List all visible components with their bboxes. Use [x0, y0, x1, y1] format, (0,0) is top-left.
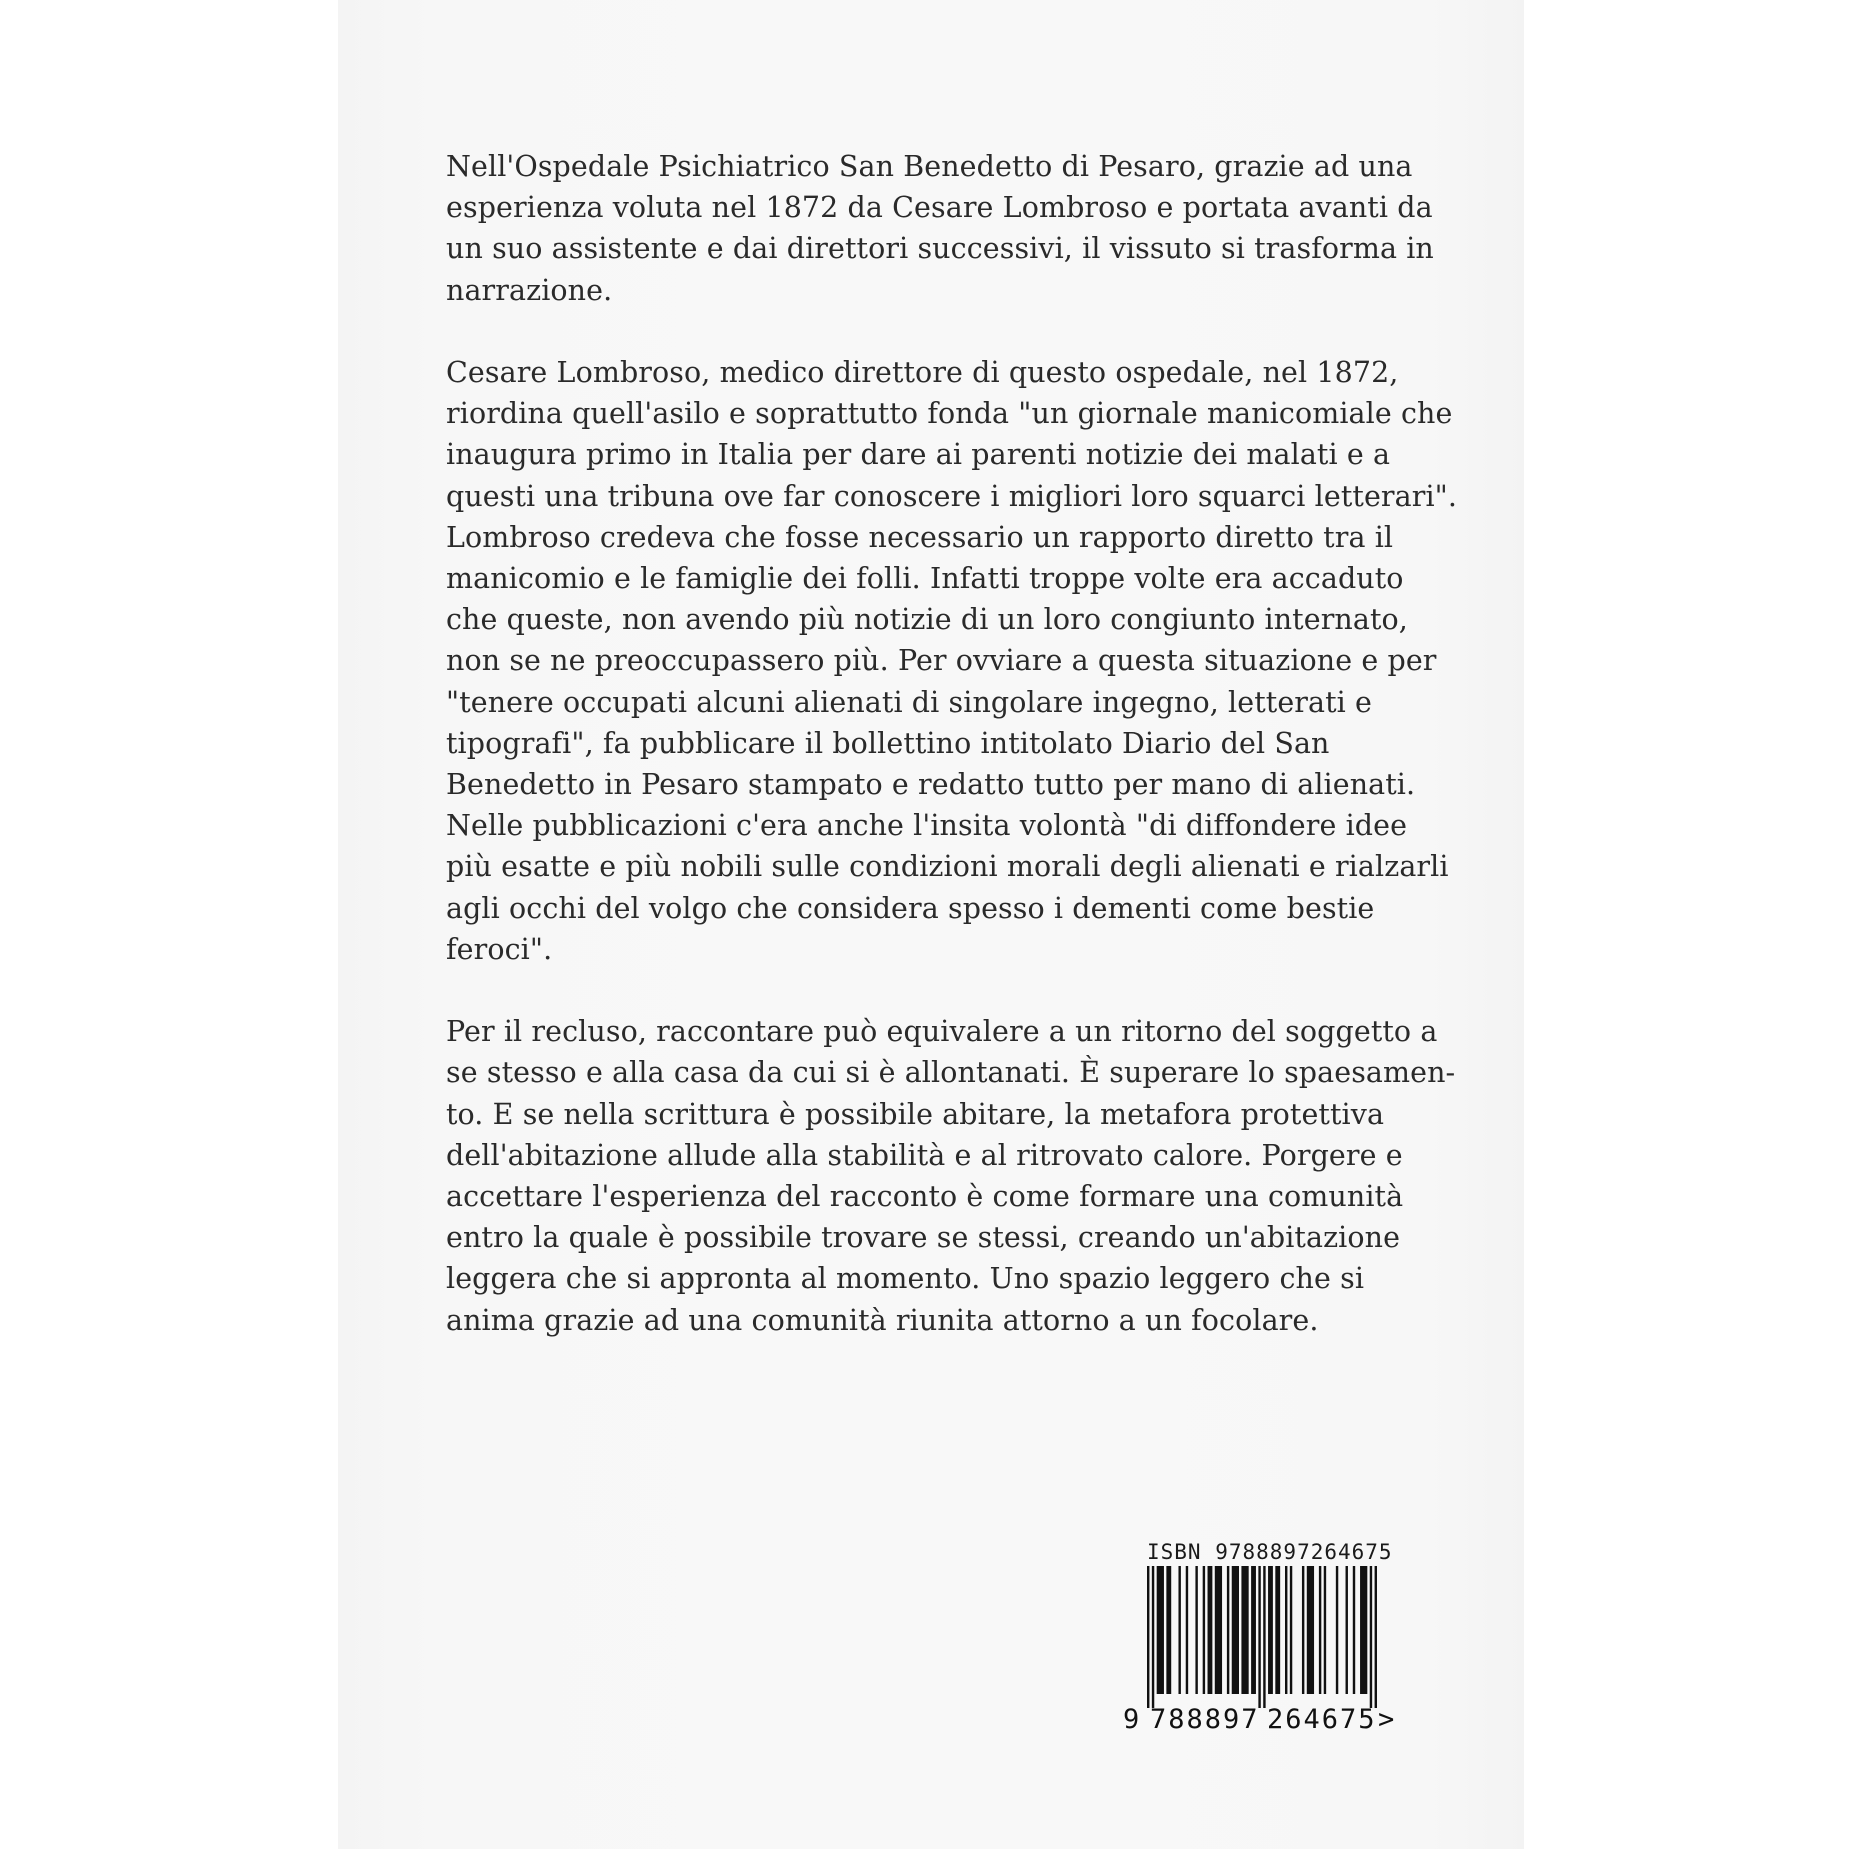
back-cover-text: [446, 146, 1458, 1382]
text-line: anima grazie ad una comunità riunita attorno a un focolare.: [446, 1303, 1319, 1337]
barcode-bar: [1319, 1566, 1321, 1694]
text-line: leggera che si appronta al momento. Uno spazio leggero che si: [446, 1262, 1365, 1296]
text-line: "tenere occupati alcuni alienati di singolare ingegno, letterati e: [446, 685, 1373, 719]
text-line: inaugura primo in Italia per dare ai parenti notizie dei malati e a: [446, 438, 1391, 472]
text-line: feroci".: [446, 932, 553, 966]
barcode-bar: [1336, 1566, 1338, 1694]
barcode-bar: [1302, 1566, 1304, 1694]
barcode-bar: [1166, 1566, 1171, 1694]
barcode-bar: [1263, 1566, 1265, 1708]
barcode-bar: [1232, 1566, 1239, 1694]
text-line: Cesare Lombroso, medico direttore di questo ospedale, nel 1872,: [446, 356, 1399, 389]
text-line: Per il recluso, raccontare può equivalere a un ritorno del soggetto a: [446, 1015, 1438, 1049]
text-line: manicomio e le famiglie dei folli. Infatti troppe volte era accaduto: [446, 562, 1404, 596]
barcode-bar: [1275, 1566, 1280, 1694]
barcode-bar: [1152, 1566, 1154, 1708]
text-line: Nell'Ospedale Psichiatrico San Benedetto di Pesaro, grazie ad una: [446, 150, 1413, 183]
text-line: narrazione.: [446, 273, 613, 307]
barcode-bar: [1307, 1566, 1314, 1694]
text-line: to. E se nella scrittura è possibile abitare, la metafora protettiva: [446, 1097, 1385, 1131]
text-line: esperienza voluta nel 1872 da Cesare Lombroso e portata avanti da: [446, 191, 1433, 225]
text-line: riordina quell'asilo e soprattutto fonda "un giornale manicomiale che: [446, 397, 1453, 431]
text-line: questi una tribuna ove far conoscere i migliori loro squarci letterari".: [446, 479, 1458, 513]
barcode-bar: [1346, 1566, 1348, 1694]
text-line: più esatte e più nobili sulle condizioni morali degli alienati e rialzarli: [446, 850, 1449, 884]
barcode-bar: [1290, 1566, 1292, 1694]
text-line: Lombroso credeva che fosse necessario un rapporto diretto tra il: [446, 520, 1394, 554]
barcode-bar: [1178, 1566, 1180, 1694]
barcode-bar: [1195, 1566, 1197, 1694]
text-line: se stesso e alla casa da cui si è allontanati. È superare lo spaesamen-: [446, 1056, 1456, 1090]
text-line: Benedetto in Pesaro stampato e redatto tutto per mano di alienati.: [446, 768, 1416, 802]
barcode-bar: [1360, 1566, 1367, 1694]
barcode-bar: [1268, 1566, 1273, 1694]
isbn-label: ISBN 9788897264675: [1147, 1540, 1393, 1564]
text-line: agli occhi del volgo che considera spesso i dementi come bestie: [446, 891, 1375, 925]
ean-left-digits: 788897: [1150, 1704, 1260, 1735]
barcode-bar: [1208, 1566, 1213, 1694]
barcode: [1147, 1566, 1377, 1708]
text-line: che queste, non avendo più notizie di un loro congiunto internato,: [446, 603, 1408, 637]
barcode-bar: [1353, 1566, 1355, 1694]
ean-first-digit: 9: [1123, 1704, 1140, 1735]
barcode-bar: [1251, 1566, 1256, 1694]
ean-right-digits: 264675: [1267, 1704, 1377, 1735]
barcode-bar: [1147, 1566, 1149, 1708]
paragraph-1: [446, 146, 1434, 311]
barcode-bar: [1241, 1566, 1248, 1694]
text-line: un suo assistente e dai direttori successivi, il vissuto si trasforma in: [446, 232, 1434, 266]
barcode-bar: [1285, 1566, 1287, 1694]
barcode-bar: [1258, 1566, 1260, 1708]
barcode-bar: [1370, 1566, 1372, 1708]
text-line: dell'abitazione allude alla stabilità e al ritrovato calore. Porgere e: [446, 1138, 1403, 1172]
text-line: tipografi", fa pubblicare il bollettino intitolato Diario del San: [446, 726, 1330, 760]
ean-quiet-zone-marker: >: [1378, 1704, 1395, 1735]
barcode-bar: [1324, 1566, 1326, 1694]
barcode-bar: [1157, 1566, 1164, 1694]
text-line: accettare l'esperienza del racconto è come formare una comunità: [446, 1180, 1404, 1214]
paragraph-3: [446, 1011, 1456, 1341]
text-line: entro la quale è possibile trovare se stessi, creando un'abitazione: [446, 1221, 1401, 1255]
paragraph-2: [446, 352, 1458, 970]
barcode-bar: [1375, 1566, 1377, 1708]
barcode-bar: [1203, 1566, 1205, 1694]
text-line: non se ne preoccupassero più. Per ovviare a questa situazione e per: [446, 644, 1437, 678]
barcode-bar: [1227, 1566, 1229, 1694]
text-line: Nelle pubblicazioni c'era anche l'insita volontà "di diffondere idee: [446, 809, 1408, 843]
barcode-bar: [1186, 1566, 1188, 1694]
barcode-bar: [1215, 1566, 1222, 1694]
